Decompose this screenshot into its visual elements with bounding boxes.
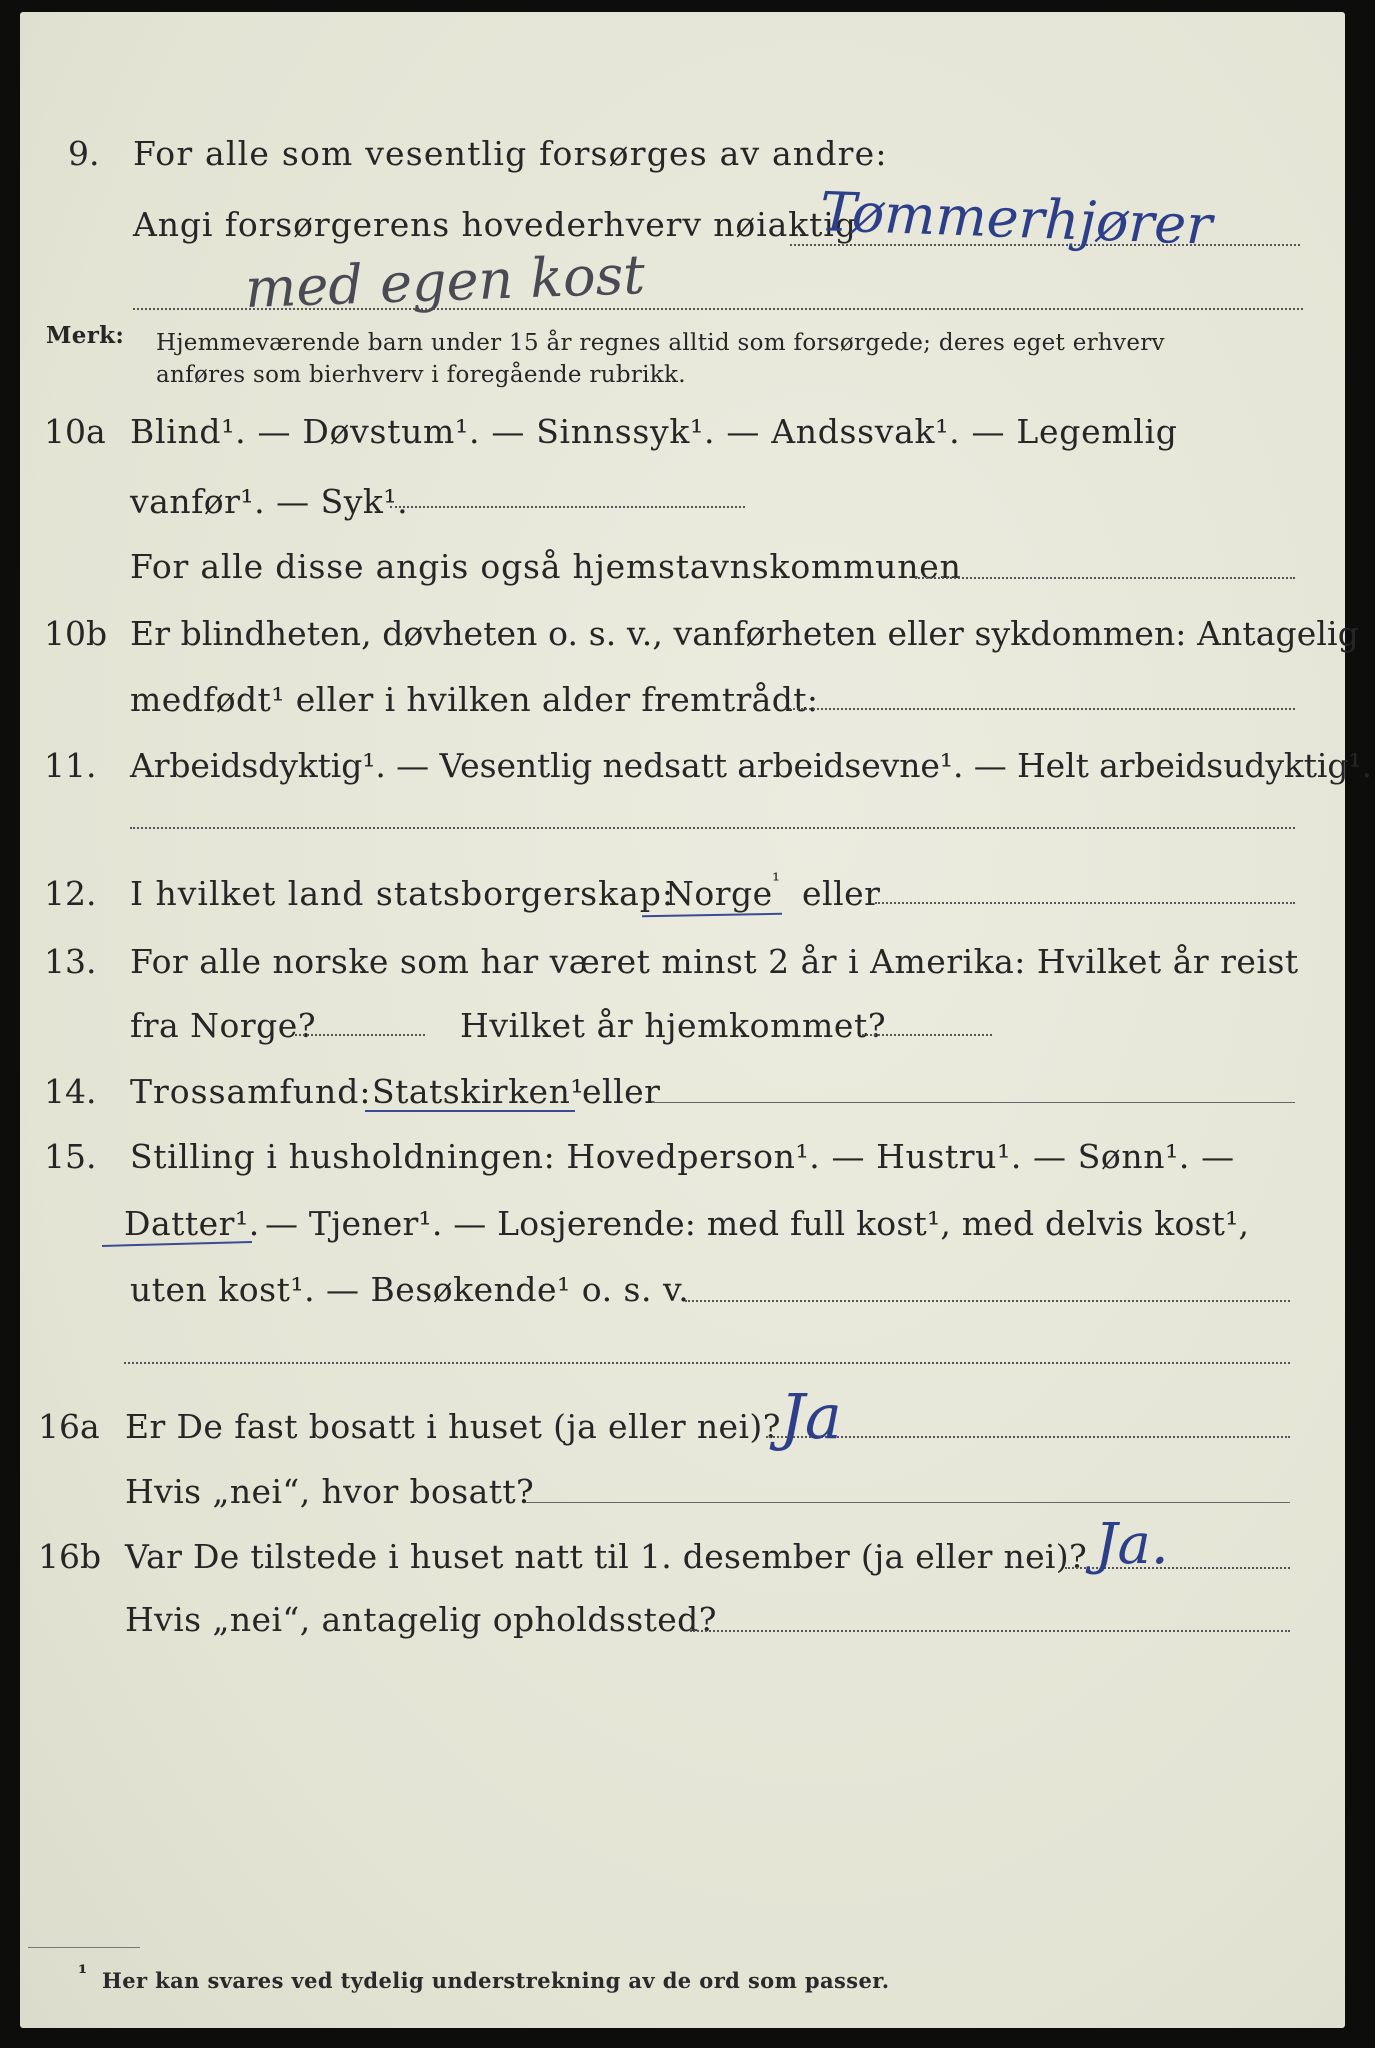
q10b-number: 10b — [44, 614, 108, 653]
q9-handwritten-answer2: med egen kost — [244, 243, 646, 320]
footnote-text: Her kan svares ved tydelig understrekning av de ord som passer. — [102, 1968, 890, 1993]
q9-number: 9. — [68, 134, 100, 173]
q10a-line2: vanfør¹. — Syk¹. — [130, 482, 409, 521]
q10a-line1: Blind¹. — Døvstum¹. — Sinnssyk¹. — Andssvak¹. — Legemlig — [130, 412, 1178, 451]
q10b-line2: medfødt¹ eller i hvilken alder fremtrådt: — [130, 680, 819, 719]
q16a-handwritten-answer: Ja — [780, 1380, 842, 1453]
q14-eller: eller — [582, 1072, 661, 1111]
q12-norge-underline — [642, 913, 782, 917]
census-form-page — [20, 12, 1372, 2028]
q10a-hjemstavn-line — [915, 577, 1295, 579]
q13-line2a: fra Norge? — [130, 1006, 317, 1045]
q11-answer-line — [130, 827, 1295, 829]
q16b-number: 16b — [38, 1537, 102, 1576]
q16a-answer-line — [766, 1436, 1290, 1438]
q15-answer-line1 — [685, 1300, 1290, 1302]
q14-statskirken: Statskirken¹ — [372, 1072, 585, 1111]
q9-line1: For alle som vesentlig forsørges av andre: — [133, 134, 888, 173]
merk-line1: Hjemmeværende barn under 15 år regnes alltid som forsørgede; deres eget erhverv — [156, 330, 1165, 356]
q12-norge-footnote: ¹ — [772, 868, 781, 892]
q14-answer-line — [652, 1102, 1295, 1103]
q16a-line2: Hvis „nei“, hvor bosatt? — [125, 1472, 535, 1511]
q16b-line1: Var De tilstede i huset natt til 1. desember (ja eller nei)? — [125, 1537, 1087, 1576]
q12-norge: Norge — [665, 874, 773, 913]
q13-reist-line — [295, 1034, 425, 1036]
footnote-rule — [28, 1947, 140, 1948]
q15-datter: Datter¹. — [124, 1204, 260, 1243]
q12-answer-line — [875, 902, 1295, 904]
q16a-line1: Er De fast bosatt i huset (ja eller nei)? — [125, 1407, 781, 1446]
q10b-alder-line — [785, 708, 1295, 710]
q16b-handwritten-answer: Ja. — [1095, 1512, 1169, 1577]
q13-line2b: Hvilket år hjemkommet? — [460, 1006, 887, 1045]
q16a-number: 16a — [38, 1407, 100, 1446]
q9-handwritten-answer1: Tømmerhjører — [819, 180, 1214, 257]
q15-line1: Stilling i husholdningen: Hovedperson¹. — Hustru¹. — Sønn¹. — — [130, 1137, 1235, 1176]
q15-line3: uten kost¹. — Besøkende¹ o. s. v. — [130, 1270, 690, 1309]
q15-number: 15. — [44, 1137, 97, 1176]
q13-hjemkommet-line — [862, 1034, 992, 1036]
q13-line1: For alle norske som har været minst 2 år i Amerika: Hvilket år reist — [130, 942, 1299, 981]
q10b-line1: Er blindheten, døvheten o. s. v., vanførheten eller sykdommen: Antagelig — [130, 614, 1359, 653]
q16b-line2: Hvis „nei“, antagelig opholdssted? — [125, 1600, 717, 1639]
q15-answer-line2 — [124, 1362, 1290, 1364]
q15-line2rest: — Tjener¹. — Losjerende: med full kost¹, med delvis kost¹, — [265, 1204, 1250, 1243]
q9-line2: Angi forsørgerens hovederhverv nøiaktig — [133, 205, 857, 244]
q12-number: 12. — [44, 874, 97, 913]
q16a-bosatt-line — [525, 1502, 1290, 1503]
merk-line2: anføres som bierhverv i foregående rubrikk. — [156, 362, 686, 388]
q12-line1: I hvilket land statsborgerskap: — [130, 874, 675, 913]
q14-label: Trossamfund: — [130, 1072, 372, 1111]
q10a-line3: For alle disse angis også hjemstavnskommunen — [130, 547, 962, 586]
q10a-syk-line — [390, 506, 745, 508]
merk-label: Merk: — [46, 322, 125, 349]
q12-eller: eller — [802, 874, 881, 913]
q16b-opholdssted-line — [690, 1630, 1290, 1632]
footnote-mark: ¹ — [78, 1960, 88, 1985]
q11-number: 11. — [44, 746, 97, 785]
q13-number: 13. — [44, 942, 97, 981]
q14-number: 14. — [44, 1072, 97, 1111]
q14-statskirken-underline — [365, 1110, 575, 1112]
q10a-number: 10a — [44, 412, 106, 451]
q11-line1: Arbeidsdyktig¹. — Vesentlig nedsatt arbeidsevne¹. — Helt arbeidsudyktig¹. — [130, 746, 1372, 785]
